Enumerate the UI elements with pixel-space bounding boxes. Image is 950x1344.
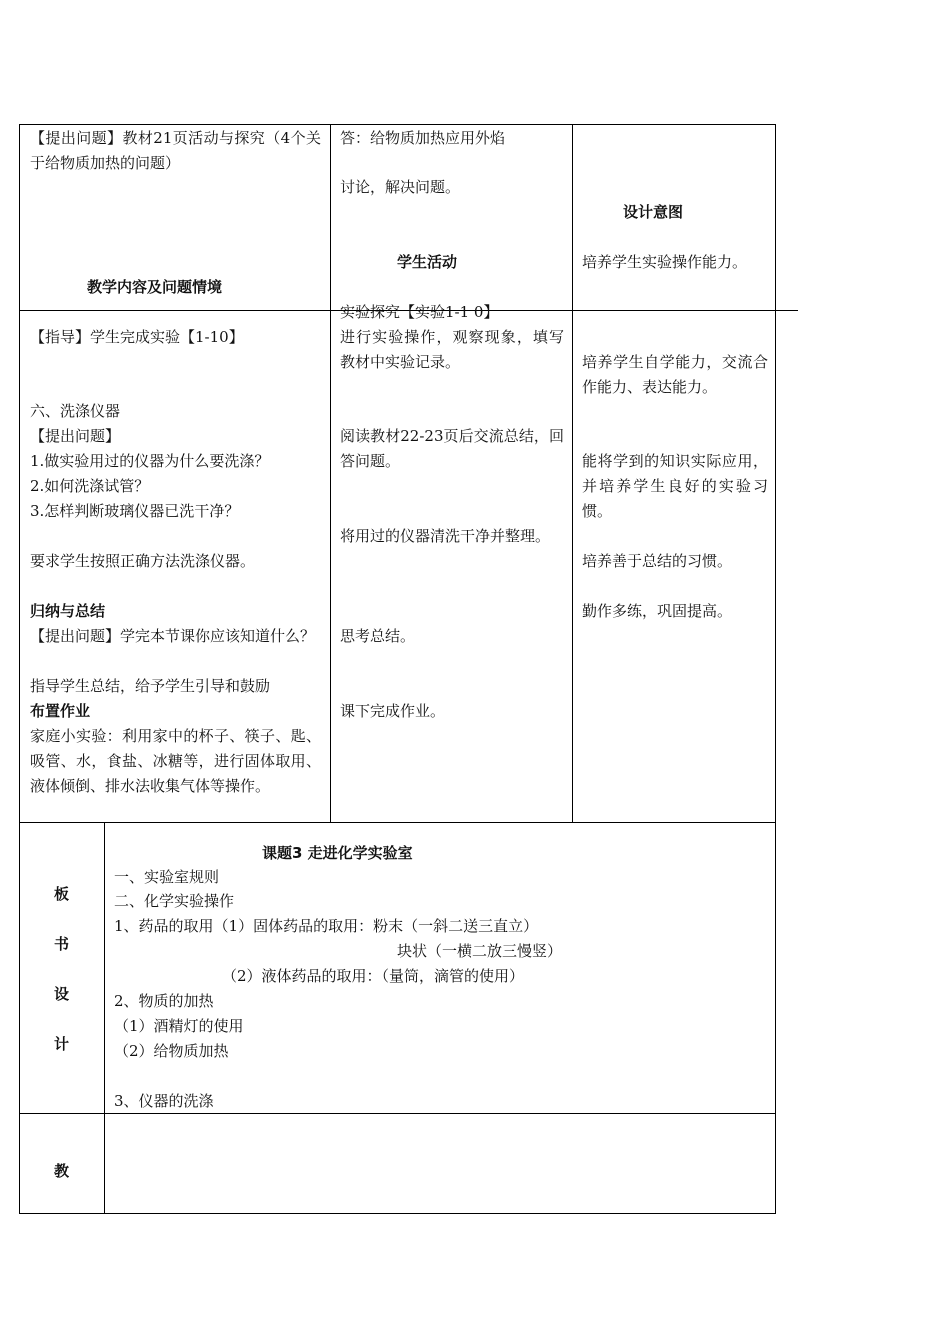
question-3: 3.怎样判断玻璃仪器已洗干净？ (30, 502, 240, 520)
summary-heading: 归纳与总结 (30, 602, 106, 620)
board-line-washing: 3、仪器的洗涤 (114, 1092, 214, 1110)
board-side-char-1: 板 (54, 885, 70, 903)
guide-experiment-text: 【指导】学生完成实验【1-10】 (30, 328, 244, 346)
table-border-bottom (19, 1213, 776, 1214)
requirement-text: 要求学生按照正确方法洗涤仪器。 (30, 552, 256, 570)
summary-question: 【提出问题】学完本节课你应该知道什么？ (30, 627, 316, 645)
clean-instruments-text: 将用过的仪器清洗干净并整理。 (340, 527, 551, 545)
column-header-design-intent: 设计意图 (623, 203, 684, 221)
answer-outer-flame: 答：给物质加热应用外焰 (340, 129, 506, 147)
board-line-solid-reagent: 1、药品的取用（1）固体药品的取用：粉末（一斜二送三直立） (114, 917, 539, 935)
board-line-heating: 2、物质的加热 (114, 992, 214, 1010)
intent-apply-knowledge: 能将学到的知识实际应用，并培养学生良好的实验习惯。 (582, 452, 768, 520)
board-line-block-reagent: 块状（一横二放三慢竖） (397, 942, 563, 960)
summary-guide-text: 指导学生总结，给予学生引导和鼓励 (30, 677, 271, 695)
board-line-lab-rules: 一、实验室规则 (114, 868, 220, 886)
after-class-text: 课下完成作业。 (340, 702, 446, 720)
intent-self-study: 培养学生自学能力，交流合作能力、表达能力。 (582, 353, 768, 396)
reflection-side-char: 教 (54, 1162, 70, 1180)
table-border-left (19, 124, 20, 1214)
board-side-char-2: 书 (54, 935, 70, 953)
board-title: 课题3 走进化学实验室 (262, 844, 413, 862)
intent-summary-habit: 培养善于总结的习惯。 (582, 552, 733, 570)
homework-text: 家庭小实验：利用家中的杯子、筷子、匙、吸管、水，食盐、冰糖等，进行固体取用、液体倾倒、排水法收集气体等操作。 (30, 727, 321, 795)
intent-practice: 勤作多练，巩固提高。 (582, 602, 733, 620)
prompt-question-text: 【提出问题】教材21页活动与探究（4个关于给物质加热的问题） (30, 129, 321, 172)
board-side-char-3: 设 (54, 985, 70, 1003)
board-line-liquid-reagent: （2）液体药品的取用：（量筒，滴管的使用） (222, 967, 525, 985)
board-side-char-4: 计 (54, 1035, 70, 1053)
operate-observe-text: 进行实验操作，观察现象，填写教材中实验记录。 (340, 328, 564, 371)
column-header-teaching-content: 教学内容及问题情境 (87, 278, 223, 296)
table-border-right (775, 124, 776, 1214)
homework-heading: 布置作业 (30, 702, 91, 720)
table-border-top (19, 124, 776, 125)
board-line-alcohol-lamp: （1）酒精灯的使用 (114, 1017, 244, 1035)
table-divider-col2 (572, 124, 573, 823)
questions-label: 【提出问题】 (30, 427, 121, 445)
experiment-inquiry-text: 实验探究【实验1-1 0】 (340, 303, 499, 321)
table-divider-side (104, 822, 105, 1214)
read-textbook-text: 阅读教材22-23页后交流总结，回答问题。 (340, 427, 564, 470)
discussion-text: 讨论，解决问题。 (340, 178, 461, 196)
section-six-heading: 六、洗涤仪器 (30, 402, 121, 420)
column-header-student-activity: 学生活动 (397, 253, 458, 271)
board-line-operations: 二、化学实验操作 (114, 892, 235, 910)
board-line-heat-substance: （2）给物质加热 (114, 1042, 229, 1060)
intent-operation-skill: 培养学生实验操作能力。 (582, 253, 748, 271)
table-divider-col1 (330, 124, 331, 823)
question-2: 2.如何洗涤试管？ (30, 477, 150, 495)
think-summary-text: 思考总结。 (340, 627, 416, 645)
question-1: 1.做实验用过的仪器为什么要洗涤？ (30, 452, 270, 470)
table-divider-row2 (19, 822, 776, 823)
